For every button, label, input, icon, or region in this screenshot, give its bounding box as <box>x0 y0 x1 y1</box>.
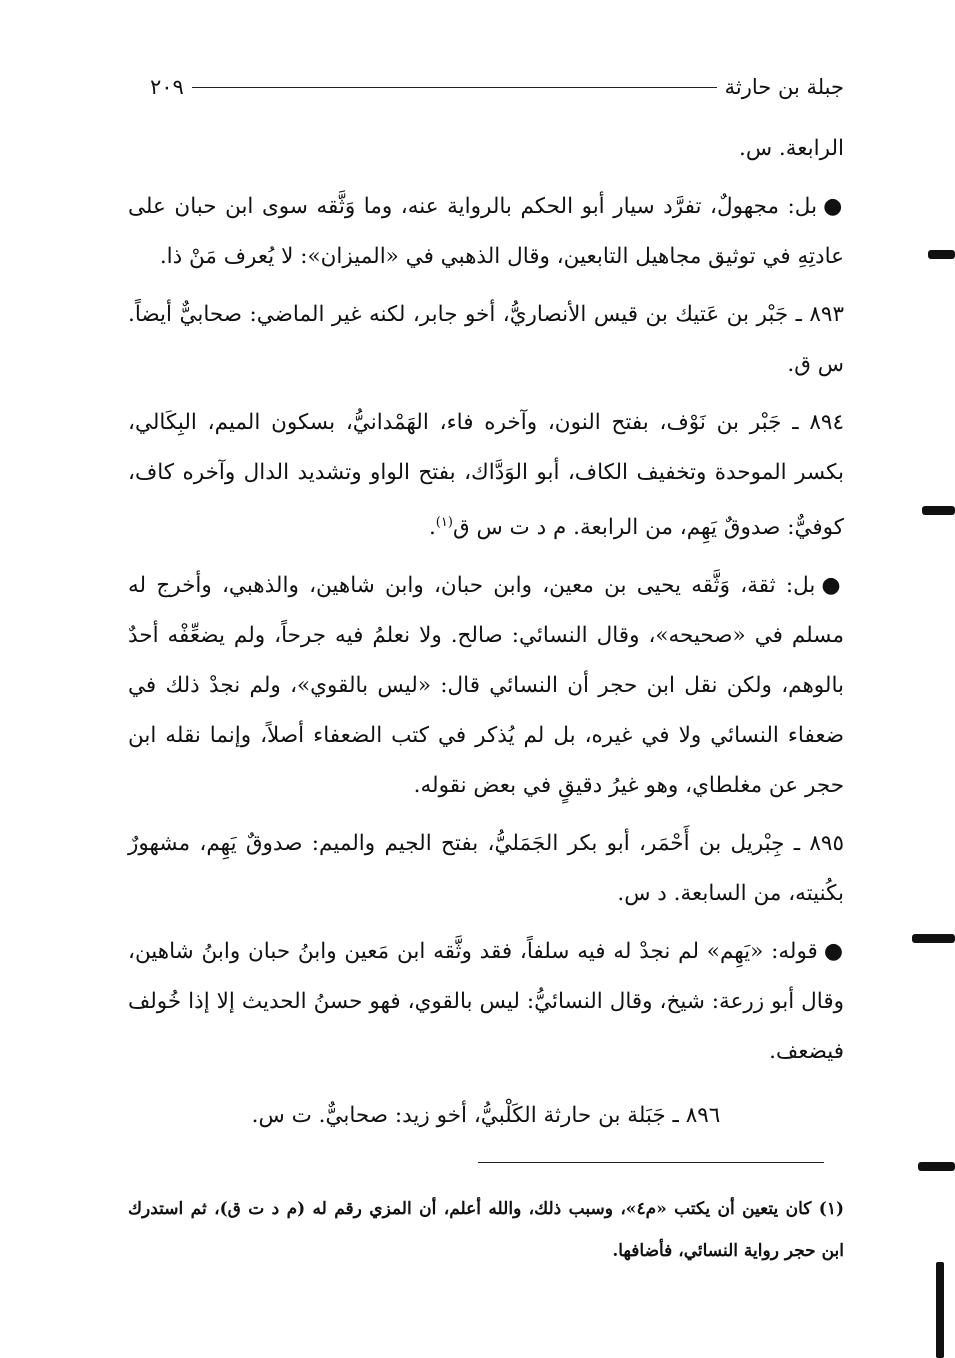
scan-binding-edge <box>936 1262 944 1358</box>
entry-895 <box>128 819 844 919</box>
paragraph-continuation <box>128 124 844 174</box>
footnote-reference: (١) <box>435 515 453 530</box>
paragraph-text: ٨٩٤ ـ جَبْر بن نَوْف، بفتح النون، وآخره فاء، الهَمْدانيُّ، بسكون الميم، البِكَالي، بكسر الموحدة وتخفيف الكاف، أبو الوَدَّاك، بفتح الواو وتشديد الدال وآخره كاف، كوفيٌّ: صدوقٌ يَهِم، من الرابعة. م د ت س ق <box>128 410 844 541</box>
header-rule <box>192 87 717 88</box>
entry-896 <box>128 1091 844 1141</box>
paragraph-text: ٨٩٣ ـ جَبْر بن عَتيك بن قيس الأنصاريُّ، أخو جابر، لكنه غير الماضي: صحابيٌّ أيضاً. س ق. <box>128 302 844 377</box>
annotation-lead: بل <box>793 573 816 599</box>
scan-margin-mark <box>928 250 955 259</box>
footnote-separator <box>478 1162 824 1163</box>
running-title: جبلة بن حارثة <box>724 75 844 99</box>
entry-894: ٨٩٤ ـ جَبْر بن نَوْف، بفتح النون، وآخره فاء، الهَمْدانيُّ، بسكون الميم، البِكَالي، بكسر الموحدة وتخفيف الكاف، أبو الوَدَّاك، بفتح الواو وتشديد الدال وآخره كاف، كوفيٌّ: صدوقٌ يَهِم، من الرابعة. م د ت س ق$^{(١)}$. <box>128 410 844 541</box>
annotation-paragraph <box>128 927 844 1077</box>
page-number: ٢٠٩ <box>150 75 184 99</box>
footnote-1: (١) كان يتعين أن يكتب «م٤»، وسبب ذلك، والله أعلم، أن المزي رقم له (م د ت ق)، ثم استدرك ابن حجر رواية النسائي، فأضافها. <box>128 1199 845 1261</box>
entry-893 <box>128 290 844 390</box>
body-text <box>128 124 844 1141</box>
paragraph-text: : مجهولٌ، تفرَّد سيار أبو الحكم بالرواية عنه، وما وَثَّقه سوى ابن حبان على عادتِهِ في توثيق مجاهيل التابعين، وقال الذهبي في «الميزان»: لا يُعرف مَنْ ذا. <box>128 194 844 269</box>
bullet-icon: ● <box>823 939 845 965</box>
paragraph-text: الرابعة. س. <box>739 136 844 161</box>
bullet-icon: ● <box>821 573 844 599</box>
annotation-lead: بل <box>794 194 818 219</box>
scan-margin-mark <box>918 1162 955 1171</box>
annotation-paragraph <box>128 561 844 811</box>
footnotes <box>128 1188 844 1272</box>
annotation-paragraph <box>128 182 844 282</box>
bullet-icon: ● <box>823 194 844 219</box>
paragraph-text: : ثقة، وَثَّقه يحيى بن معين، وابن حبان، وابن شاهين، والذهبي، وأخرج له مسلم في «صحيحه»، وقال النسائي: صالح. ولا نعلمُ فيه جرحاً، ولم يضعِّفْه أحدٌ بالوهم، ولكن نقل ابن حجر أن النسائي قال: «ليس بالقوي»، ولم نجدْ ذلك في ضعفاء النسائي ولا في غيره، بل لم يُذكر في كتب الضعفاء أصلاً، وإنما نقله ابن حجر عن مغلطاي، وهو غيرُ دقيقٍ في بعض نقوله. <box>128 573 844 799</box>
annotation-lead: قوله <box>778 939 818 965</box>
scan-margin-mark <box>912 934 955 943</box>
paragraph-text: ٨٩٦ ـ جَبَلة بن حارثة الكَلْبيُّ، أخو زيد: صحابيٌّ. ت س. <box>251 1103 721 1129</box>
paragraph-text: ٨٩٥ ـ جِبْريل بن أَحْمَر، أبو بكر الجَمَليُّ، بفتح الجيم والميم: صدوقٌ يَهِم، مشهورٌ بكُنيته، من السابعة. د س. <box>128 831 844 907</box>
page-header <box>150 72 844 102</box>
paragraph-text: : «يَهِم» لم نجدْ له فيه سلفاً، فقد وثَّقه ابن مَعين وابنُ حبان وابنُ شاهين، وقال أبو زرعة: شيخ، وقال النسائيُّ: ليس بالقوي، فهو حسنُ الحديث إلا إذا خُولف فيضعف. <box>128 939 844 1065</box>
scan-margin-mark <box>922 506 955 515</box>
